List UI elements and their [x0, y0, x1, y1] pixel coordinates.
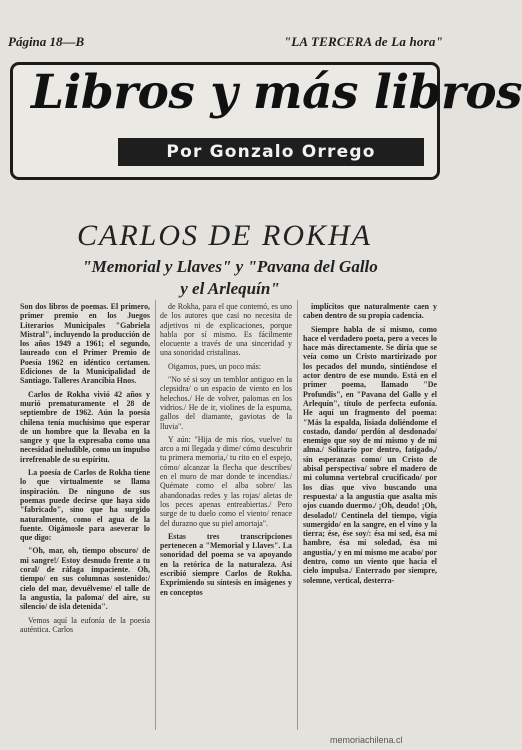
- quote-paragraph: "No sé si soy un temblor antiguo en la clepsidra/ o un espacio de viento en los helechos./ He de volver, palomas en los vidrios./ He de ir, violines de la espuma, gallos del diamante, gaviotas de la lluvia".: [160, 375, 292, 431]
- paragraph: Carlos de Rokha vivió 42 años y murió prematuramente el 28 de septiembre de 1962. Aún la poesía chilena tenía muchísimo que esperar de un hombre que la llevaba en la sangre y que la expresaba como una necesidad ineludible, como un impulso irrefrenable de su espíritu.: [20, 389, 150, 464]
- quote-paragraph: Y aún: "Hija de mis ríos, vuelve/ tu arco a mi llegada y dime/ cómo descubrir tu primera memoria,/ tu rito en el espejo, cómo/ alcanzar la flecha que describes/ en el muro de mar donde te incendias./ Quémate como el alba sobre/ las abandonadas redes y las rojas/ aletas de los peces apenas entreabiertas./ Pero surge de tu duelo como el viento/ renace del durazno que su piel amortaja".: [160, 434, 292, 528]
- paragraph: Siempre habla de sí mismo, como hace el verdadero poeta, pero a veces lo hace más directamente. Se diría que se veía como un Cristo martirizado por los pecados del mundo, sintiéndose el actor dentro de ese mundo. Está en el primer poema, llamado "De Profundis", en "Pavana del Gallo y el Arlequín", título de perfecta eufonía. He aquí un fragmento del poema: "Más la espalda, lisiada doliéndome el costado, dando/ perdón al desdonado/ enemigo que soy de mí mismo y de mi alma./ Solitario por dentro, fatigado,/ sin esperanzas como/ un Cristo de abisal perspectiva/ sobre el madero de mi columna vertebral crucificado/ por los días que vivo buscando una respuesta/ a la angustia que asalta mis ojos cuando duermo./ ¡Oh, deudo! ¡Oh, desolado!/ Centinela del tiempo, vigía sumergido/ en la sangre, en el vino y la tierra; ése, ése soy/: ésa mi sed, ésa mi hambre, ésa mi soledad, ésa mi angustia,/ y en mi mismo me acabo/ por dentro, como un viento que hacia el cielo impulsa./ Enterrado por siempre, solemne, vertical, desterra-: [303, 324, 437, 585]
- banner-title: Libros y más libros: [31, 65, 522, 120]
- article-column-3: [303, 302, 437, 742]
- paragraph: Son dos libros de poemas. El primero, primer premio en los Juegos Literarios Municipales "Gabriela Mistral", incluyendo la producción de los años 1949 a 1961; el segundo, laureado con el Primer Premio de Poesía 1962 en idéntico certamen. Ediciones de la Municipalidad de Santiago. Talleres Arancibia Hnos.: [20, 302, 150, 386]
- article-column-2: [160, 302, 292, 742]
- author-byline: Por Gonzalo Orrego: [118, 138, 424, 166]
- article-subtitle: [20, 256, 440, 300]
- quote-paragraph: "Oh, mar, oh, tiempo obscuro/ de mi sangre!/ Estoy desnudo frente a tu coral/ de ráfaga impaciente. Oh, tiempo/ en sus columnas sostenido:/ cielo del mar, devuélveme/ el talle de la angustia, la paloma/ del aire, su silencio/ de isla detenida".: [20, 546, 150, 612]
- article-title: CARLOS DE ROKHA: [77, 219, 372, 252]
- newspaper-name: "LA TERCERA de La hora": [283, 34, 443, 49]
- paragraph: implícitos que naturalmente caen y caben dentro de su propia cadencia.: [303, 302, 437, 321]
- subtitle-line-1: "Memorial y Llaves" y "Pavana del Gallo: [82, 257, 378, 276]
- paragraph: La poesía de Carlos de Rokha tiene lo que virtualmente se llama inspiración. De ninguno de sus poemas puede decirse que haya sido "fabricado", sino que ha surgido naturalmente, como el agua de la fuente. Oigámosle para aseverar lo que digo:: [20, 468, 150, 543]
- article-column-1: [20, 302, 150, 742]
- column-divider: [155, 300, 156, 730]
- paragraph: Vemos aquí la eufonía de la poesía auténtica. Carlos: [20, 615, 150, 634]
- source-watermark: memoriachilena.cl: [330, 735, 403, 745]
- subtitle-line-2: y el Arlequín": [180, 279, 280, 298]
- column-divider: [297, 300, 298, 730]
- paragraph: Oigamos, pues, un poco más:: [168, 361, 261, 371]
- paragraph: Estas tres transcripciones pertenecen a "Memorial y Llaves". La sonoridad del poema se va apoyando en la retórica de la naturaleza. Así escribió siempre Carlos de Rokha. Exprimiendo su síntesis en imágenes y en conceptos: [160, 531, 292, 597]
- page-number: Página 18—B: [8, 34, 85, 49]
- paragraph: de Rokha, para el que contemó, es uno de los autores que casi no necesita de adjetivos ni de explicaciones, porque habla por sí mismo. Es fácilmente elocuente a través de una sinceridad y una sonoridad cristalinas.: [160, 302, 292, 358]
